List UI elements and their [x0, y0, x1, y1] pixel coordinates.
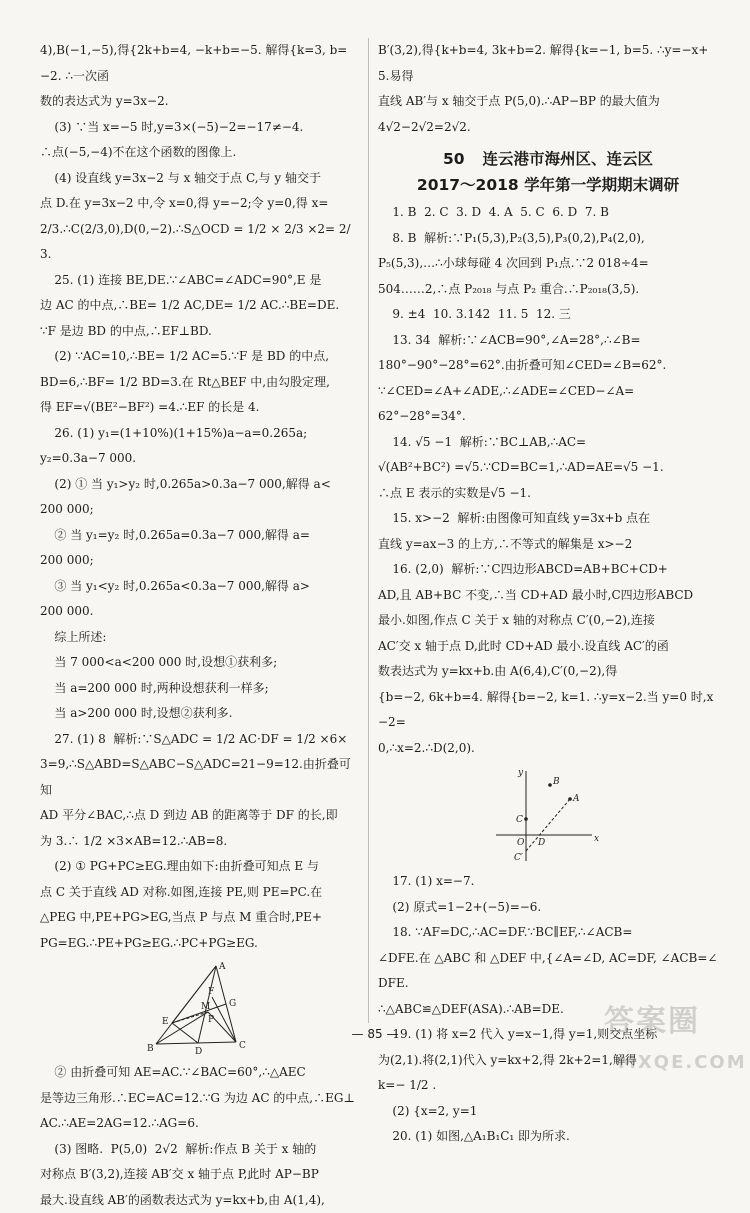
- point-b: [548, 783, 552, 787]
- text-line: 62°−28°=34°.: [378, 404, 718, 430]
- text-line: 180°−90°−28°=62°.由折叠可知∠CED=∠B=62°.: [378, 353, 718, 379]
- text-line: 数的表达式为 y=3x−2.: [40, 89, 362, 115]
- text-line: 综上所述:: [40, 625, 362, 651]
- watermark-logo: [600, 1009, 740, 1075]
- text-line: 4√2−2√2=2√2.: [378, 115, 718, 141]
- text-line: BD=6,∴BF= 1/2 BD=3.在 Rt△BEF 中,由勾股定理,: [40, 370, 362, 396]
- text-line: ∵F 是边 BD 的中点,∴EF⊥BD.: [40, 319, 362, 345]
- label-d: D: [537, 838, 545, 848]
- text-line: √(AB²+BC²) =√5.∵CD=BC=1,∴AD=AE=√5 −1.: [378, 455, 718, 481]
- text-line: 8. B 解析:∵P₁(5,3),P₂(3,5),P₃(0,2),P₄(2,0),: [378, 226, 718, 252]
- label-e: E: [162, 1017, 169, 1027]
- text-line: ∵∠CED=∠A+∠ADE,∴∠ADE=∠CED−∠A=: [378, 379, 718, 405]
- label-o: O: [517, 838, 525, 848]
- text-line: ∴△ABC≌△DEF(ASA).∴AB=DE.: [378, 997, 718, 1023]
- text-line: (2) ∵AC=10,∴BE= 1/2 AC=5.∵F 是 BD 的中点,: [40, 344, 362, 370]
- text-line: ② 由折叠可知 AE=AC.∵∠BAC=60°,∴△AEC: [40, 1060, 362, 1086]
- text-line: 最大.设直线 AB′的函数表达式为 y=kx+b,由 A(1,4),: [40, 1188, 362, 1213]
- text-line: 4),B(−1,−5),得{2k+b=4, −k+b=−5. 解得{k=3, b=−2. ∴一次函: [40, 38, 362, 89]
- text-line: 200 000.: [40, 599, 362, 625]
- text-line: 9. ±4 10. 3.142 11. 5 12. 三: [378, 302, 718, 328]
- text-line: 得 EF=√(BE²−BF²) =4.∴EF 的长是 4.: [40, 395, 362, 421]
- label-c-prime: C′: [514, 853, 523, 863]
- text-line: 为(2,1).将(2,1)代入 y=kx+2,得 2k+2=1,解得: [378, 1048, 718, 1074]
- text-line: P₅(5,3),…∴小球每碰 4 次回到 P₁点.∵2 018÷4=: [378, 251, 718, 277]
- label-y: y: [517, 768, 524, 778]
- watermark-line1: 答案圈: [604, 1009, 700, 1035]
- text-line: 直线 y=ax−3 的上方,∴不等式的解集是 x>−2: [378, 532, 718, 558]
- text-line: 3=9,∴S△ABD=S△ABC−S△ADC=21−9=12.由折叠可知: [40, 752, 362, 803]
- text-line: 20. (1) 如图,△A₁B₁C₁ 即为所求.: [378, 1124, 718, 1150]
- label-m: M: [201, 1002, 210, 1012]
- text-line: AD,且 AB+BC 不变,∴当 CD+AD 最小时,C四边形ABCD: [378, 583, 718, 609]
- text-line: AD 平分∠BAC,∴点 D 到边 AB 的距离等于 DF 的长,即: [40, 803, 362, 829]
- text-line: 直线 AB′与 x 轴交于点 P(5,0).∴AP−BP 的最大值为: [378, 89, 718, 115]
- text-line: AC′交 x 轴于点 D,此时 CD+AD 最小.设直线 AC′的函: [378, 634, 718, 660]
- point-c: [524, 817, 528, 821]
- text-line: y₂=0.3a−7 000.: [40, 446, 362, 472]
- text-line: 15. x>−2 解析:由图像可知直线 y=3x+b 点在: [378, 506, 718, 532]
- text-line: ∴点(−5,−4)不在这个函数的图像上.: [40, 140, 362, 166]
- text-line: 当 7 000<a<200 000 时,设想①获利多;: [40, 650, 362, 676]
- text-line: (2) {x=2, y=1: [378, 1099, 718, 1125]
- text-line: 18. ∵AF=DC,∴AC=DF.∵BC∥EF,∴∠ACB=: [378, 920, 718, 946]
- text-line: 当 a>200 000 时,设想②获利多.: [40, 701, 362, 727]
- section-subtitle: 2017～2018 学年第一学期期末调研: [378, 172, 718, 198]
- text-line: 13. 34 解析:∵∠ACB=90°,∠A=28°,∴∠B=: [378, 328, 718, 354]
- text-line: △PEG 中,PE+PG>EG,当点 P 与点 M 重合时,PE+: [40, 905, 362, 931]
- section-title: [378, 146, 718, 172]
- text-line: k=− 1/2 .: [378, 1073, 718, 1099]
- section-number: 50: [443, 150, 465, 168]
- label-x: x: [594, 834, 599, 844]
- text-line: 当 a=200 000 时,两种设想获利一样多;: [40, 676, 362, 702]
- text-line: ③ 当 y₁<y₂ 时,0.265a<0.3a−7 000,解得 a>: [40, 574, 362, 600]
- text-line: ∠DFE.在 △ABC 和 △DEF 中,{∠A=∠D, AC=DF, ∠ACB=∠DFE.: [378, 946, 718, 997]
- section-title-text: 连云港市海州区、连云区: [483, 150, 654, 168]
- point-a: [568, 797, 572, 801]
- text-line: 200 000;: [40, 497, 362, 523]
- text-line: 1. B 2. C 3. D 4. A 5. C 6. D 7. B: [378, 200, 718, 226]
- text-line: 为 3.∴ 1/2 ×3×AB=12.∴AB=8.: [40, 829, 362, 855]
- page-number: — 85 —: [0, 1022, 750, 1048]
- label-b: B: [147, 1044, 154, 1054]
- text-line: 对称点 B′(3,2),连接 AB′交 x 轴于点 P,此时 AP−BP: [40, 1162, 362, 1188]
- segment-eg: [172, 1004, 226, 1023]
- text-line: 200 000;: [40, 548, 362, 574]
- label-a: A: [218, 962, 226, 972]
- text-line: PG=EG.∴PE+PG≥EG.∴PC+PG≥EG.: [40, 931, 362, 957]
- text-line: {b=−2, 6k+b=4. 解得{b=−2, k=1. ∴y=x−2.当 y=0 时,x−2=: [378, 685, 718, 736]
- text-line: 26. (1) y₁=(1+10%)(1+15%)a−a=0.265a;: [40, 421, 362, 447]
- coordinate-figure: [488, 765, 608, 865]
- text-line: 是等边三角形.∴EC=AC=12.∵G 为边 AC 的中点,∴EG⊥: [40, 1086, 362, 1112]
- text-line: ② 当 y₁=y₂ 时,0.265a=0.3a−7 000,解得 a=: [40, 523, 362, 549]
- text-line: 点 D.在 y=3x−2 中,令 x=0,得 y=−2;令 y=0,得 x=: [40, 191, 362, 217]
- label-d: D: [195, 1047, 202, 1056]
- text-line: 17. (1) x=−7.: [378, 869, 718, 895]
- label-a: A: [572, 794, 580, 804]
- text-line: 2/3.∴C(2/3,0),D(0,−2).∴S△OCD = 1/2 × 2/3 ×2= 2/3.: [40, 217, 362, 268]
- text-line: 25. (1) 连接 BE,DE.∵∠ABC=∠ADC=90°,E 是: [40, 268, 362, 294]
- segment-ac-prime-dashed: [526, 799, 570, 851]
- text-line: (3) ∵当 x=−5 时,y=3×(−5)−2=−17≠−4.: [40, 115, 362, 141]
- text-line: (2) 原式=1−2+(−5)=−6.: [378, 895, 718, 921]
- text-line: B′(3,2),得{k+b=4, 3k+b=2. 解得{k=−1, b=5. ∴y=−x+5.易得: [378, 38, 718, 89]
- text-line: 16. (2,0) 解析:∵C四边形ABCD=AB+BC+CD+: [378, 557, 718, 583]
- label-p: P: [208, 1015, 214, 1025]
- label-c: C: [239, 1041, 246, 1051]
- text-line: 点 C 关于直线 AD 对称.如图,连接 PE,则 PE=PC.在: [40, 880, 362, 906]
- text-line: (4) 设直线 y=3x−2 与 x 轴交于点 C,与 y 轴交于: [40, 166, 362, 192]
- label-c: C: [516, 815, 523, 825]
- column-divider: [368, 38, 369, 1023]
- text-line: 数表达式为 y=kx+b.由 A(6,4),C′(0,−2),得: [378, 659, 718, 685]
- text-line: (2) ① PG+PC≥EG.理由如下:由折叠可知点 E 与: [40, 854, 362, 880]
- label-b: B: [552, 777, 560, 787]
- text-line: 27. (1) 8 解析:∵S△ADC = 1/2 AC·DF = 1/2 ×6×: [40, 727, 362, 753]
- label-g: G: [229, 999, 236, 1009]
- text-line: 19. (1) 将 x=2 代入 y=x−1,得 y=1,则交点坐标: [378, 1022, 718, 1048]
- label-f: F: [208, 987, 214, 997]
- watermark-line2: MXQE.COM: [618, 1050, 747, 1076]
- text-line: 最小.如图,作点 C 关于 x 轴的对称点 C′(0,−2),连接: [378, 608, 718, 634]
- right-column: [378, 38, 718, 1150]
- text-line: (3) 图略. P(5,0) 2√2 解析:作点 B 关于 x 轴的: [40, 1137, 362, 1163]
- text-line: (2) ① 当 y₁>y₂ 时,0.265a>0.3a−7 000,解得 a<: [40, 472, 362, 498]
- text-line: 边 AC 的中点,∴BE= 1/2 AC,DE= 1/2 AC.∴BE=DE.: [40, 293, 362, 319]
- text-line: 0,∴x=2.∴D(2,0).: [378, 736, 718, 762]
- text-line: ∴点 E 表示的实数是√5 −1.: [378, 481, 718, 507]
- text-line: 14. √5 −1 解析:∵BC⊥AB,∴AC=: [378, 430, 718, 456]
- text-line: AC.∴AE=2AG=12.∴AG=6.: [40, 1111, 362, 1137]
- text-line: 504……2,∴点 P₂₀₁₈ 与点 P₂ 重合.∴P₂₀₁₈(3,5).: [378, 277, 718, 303]
